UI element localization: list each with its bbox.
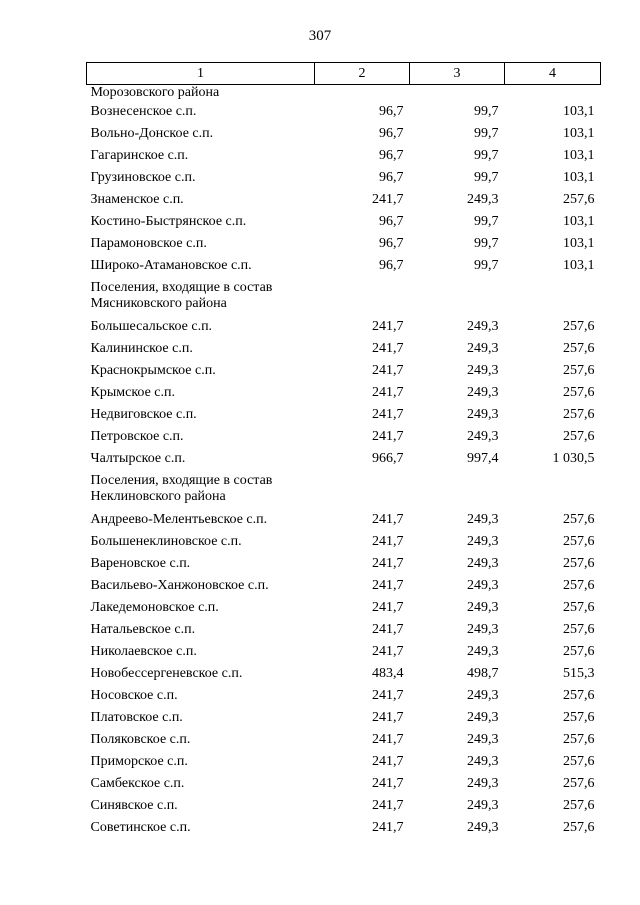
value-col-2: 96,7 [379, 104, 404, 119]
value-col-4: 257,6 [563, 363, 595, 378]
table-row [87, 773, 601, 795]
continuation-label: Морозовского района [90, 85, 220, 100]
value-col-4: 1 030,5 [552, 451, 595, 466]
table-row [87, 729, 601, 751]
table-row [87, 795, 601, 817]
value-col-4: 257,6 [563, 319, 595, 334]
value-col-4: 257,6 [563, 776, 595, 791]
value-col-3: 249,3 [467, 776, 499, 791]
value-col-4: 257,6 [563, 820, 595, 835]
settlement-name: Петровское с.п. [90, 429, 184, 444]
value-col-3: 249,3 [467, 407, 499, 422]
table-row [87, 211, 601, 233]
table-row [87, 101, 601, 123]
value-col-3: 249,3 [467, 688, 499, 703]
header-col-4: 4 [505, 63, 601, 85]
value-col-2: 96,7 [379, 170, 404, 185]
settlement-name: Синявское с.п. [90, 798, 178, 813]
value-col-3: 249,3 [467, 429, 499, 444]
value-col-3: 249,3 [467, 754, 499, 769]
data-table [86, 62, 601, 839]
table-row [87, 338, 601, 360]
value-col-4: 103,1 [563, 170, 595, 185]
table-row [87, 145, 601, 167]
value-col-4: 103,1 [563, 148, 595, 163]
value-col-3: 99,7 [474, 236, 499, 251]
settlement-name: Вареновское с.п. [90, 556, 191, 571]
value-col-4: 257,6 [563, 556, 595, 571]
group-header-row [87, 277, 601, 316]
value-col-2: 241,7 [372, 512, 404, 527]
settlement-name: Приморское с.п. [90, 754, 188, 769]
settlement-name: Крымское с.п. [90, 385, 175, 400]
value-col-2: 96,7 [379, 148, 404, 163]
value-col-3: 99,7 [474, 258, 499, 273]
continuation-row [87, 85, 601, 102]
value-col-3: 249,3 [467, 319, 499, 334]
value-col-2: 241,7 [372, 319, 404, 334]
value-col-4: 103,1 [563, 214, 595, 229]
value-col-4: 257,6 [563, 341, 595, 356]
settlement-name: Николаевское с.п. [90, 644, 197, 659]
table-row [87, 426, 601, 448]
settlement-name: Грузиновское с.п. [90, 170, 196, 185]
settlement-name: Новобессергеневское с.п. [90, 666, 243, 681]
settlement-name: Вознесенское с.п. [90, 104, 197, 119]
settlement-name: Большенеклиновское с.п. [90, 534, 242, 549]
table-row [87, 189, 601, 211]
header-col-3: 3 [410, 63, 505, 85]
settlement-name: Вольно-Донское с.п. [90, 126, 214, 141]
settlement-name: Костино-Быстрянское с.п. [90, 214, 247, 229]
table-row [87, 360, 601, 382]
value-col-2: 241,7 [372, 622, 404, 637]
table-row [87, 531, 601, 553]
value-col-2: 241,7 [372, 341, 404, 356]
value-col-2: 241,7 [372, 688, 404, 703]
value-col-4: 257,6 [563, 192, 595, 207]
table-row [87, 641, 601, 663]
value-col-3: 99,7 [474, 104, 499, 119]
value-col-4: 257,6 [563, 534, 595, 549]
value-col-4: 257,6 [563, 622, 595, 637]
value-col-2: 241,7 [372, 798, 404, 813]
value-col-3: 249,3 [467, 710, 499, 725]
settlement-name: Краснокрымское с.п. [90, 363, 216, 378]
empty-cell [505, 470, 601, 509]
empty-cell [315, 277, 410, 316]
table-row [87, 233, 601, 255]
table-row [87, 597, 601, 619]
value-col-4: 257,6 [563, 754, 595, 769]
value-col-2: 241,7 [372, 429, 404, 444]
settlement-name: Платовское с.п. [90, 710, 183, 725]
value-col-2: 966,7 [372, 451, 404, 466]
table-row [87, 255, 601, 277]
value-col-4: 103,1 [563, 104, 595, 119]
header-row [87, 63, 601, 85]
value-col-2: 241,7 [372, 556, 404, 571]
table-row [87, 575, 601, 597]
value-col-3: 249,3 [467, 385, 499, 400]
table-row [87, 751, 601, 773]
value-col-4: 257,6 [563, 644, 595, 659]
value-col-3: 249,3 [467, 798, 499, 813]
value-col-2: 241,7 [372, 578, 404, 593]
value-col-4: 103,1 [563, 258, 595, 273]
settlement-name: Калининское с.п. [90, 341, 193, 356]
settlement-name: Чалтырское с.п. [90, 451, 186, 466]
value-col-3: 249,3 [467, 732, 499, 747]
value-col-2: 483,4 [372, 666, 404, 681]
table-row [87, 509, 601, 531]
value-col-4: 515,3 [563, 666, 595, 681]
value-col-2: 241,7 [372, 385, 404, 400]
group-header-row [87, 470, 601, 509]
value-col-2: 241,7 [372, 192, 404, 207]
settlement-name: Советинское с.п. [90, 820, 191, 835]
table-row [87, 167, 601, 189]
value-col-2: 96,7 [379, 258, 404, 273]
value-col-3: 498,7 [467, 666, 499, 681]
value-col-3: 249,3 [467, 622, 499, 637]
value-col-2: 241,7 [372, 754, 404, 769]
value-col-4: 257,6 [563, 407, 595, 422]
empty-cell [410, 277, 505, 316]
settlement-name: Натальевское с.п. [90, 622, 196, 637]
header-col-1: 1 [87, 63, 315, 85]
table-row [87, 404, 601, 426]
value-col-2: 96,7 [379, 214, 404, 229]
value-col-3: 249,3 [467, 820, 499, 835]
value-col-2: 241,7 [372, 407, 404, 422]
group-header-label: Поселения, входящие в состав Мясниковского района [90, 280, 273, 311]
settlement-name: Недвиговское с.п. [90, 407, 197, 422]
page-number: 307 [308, 28, 332, 44]
table-row [87, 707, 601, 729]
settlement-name: Самбекское с.п. [90, 776, 185, 791]
empty-cell [505, 277, 601, 316]
settlement-name: Поляковское с.п. [90, 732, 191, 747]
table-row [87, 619, 601, 641]
value-col-3: 249,3 [467, 512, 499, 527]
settlement-name: Большесальское с.п. [90, 319, 213, 334]
table-row [87, 382, 601, 404]
value-col-4: 257,6 [563, 385, 595, 400]
value-col-2: 241,7 [372, 776, 404, 791]
value-col-3: 249,3 [467, 192, 499, 207]
table-header [87, 63, 601, 85]
value-col-3: 249,3 [467, 600, 499, 615]
value-col-2: 241,7 [372, 600, 404, 615]
value-col-2: 241,7 [372, 710, 404, 725]
value-col-2: 241,7 [372, 820, 404, 835]
value-col-3: 249,3 [467, 556, 499, 571]
table-row [87, 316, 601, 338]
value-col-3: 249,3 [467, 644, 499, 659]
table-row [87, 685, 601, 707]
settlement-name: Знаменское с.п. [90, 192, 184, 207]
value-col-3: 249,3 [467, 534, 499, 549]
value-col-3: 99,7 [474, 170, 499, 185]
value-col-2: 96,7 [379, 236, 404, 251]
value-col-2: 241,7 [372, 534, 404, 549]
value-col-4: 257,6 [563, 710, 595, 725]
value-col-3: 249,3 [467, 341, 499, 356]
settlement-name: Широко-Атамановское с.п. [90, 258, 252, 273]
value-col-3: 99,7 [474, 126, 499, 141]
settlement-name: Андреево-Мелентьевское с.п. [90, 512, 268, 527]
value-col-4: 257,6 [563, 578, 595, 593]
table-row [87, 553, 601, 575]
value-col-3: 99,7 [474, 214, 499, 229]
value-col-2: 241,7 [372, 732, 404, 747]
value-col-4: 257,6 [563, 798, 595, 813]
value-col-4: 257,6 [563, 732, 595, 747]
value-col-4: 257,6 [563, 600, 595, 615]
table-row [87, 448, 601, 470]
value-col-2: 241,7 [372, 363, 404, 378]
value-col-4: 257,6 [563, 512, 595, 527]
settlement-name: Гагаринское с.п. [90, 148, 189, 163]
table-row [87, 817, 601, 839]
settlement-name: Парамоновское с.п. [90, 236, 207, 251]
value-col-4: 257,6 [563, 429, 595, 444]
value-col-4: 103,1 [563, 236, 595, 251]
value-col-2: 96,7 [379, 126, 404, 141]
settlement-name: Лакедемоновское с.п. [90, 600, 219, 615]
value-col-2: 241,7 [372, 644, 404, 659]
value-col-3: 997,4 [467, 451, 499, 466]
header-col-2: 2 [315, 63, 410, 85]
settlement-name: Васильево-Ханжоновское с.п. [90, 578, 269, 593]
value-col-3: 249,3 [467, 578, 499, 593]
table-row [87, 663, 601, 685]
value-col-3: 249,3 [467, 363, 499, 378]
value-col-4: 257,6 [563, 688, 595, 703]
empty-cell [410, 470, 505, 509]
table-row [87, 123, 601, 145]
settlement-name: Носовское с.п. [90, 688, 178, 703]
value-col-3: 99,7 [474, 148, 499, 163]
table-body [87, 85, 601, 840]
group-header-label: Поселения, входящие в состав Неклиновского района [90, 473, 273, 504]
value-col-4: 103,1 [563, 126, 595, 141]
empty-cell [315, 470, 410, 509]
